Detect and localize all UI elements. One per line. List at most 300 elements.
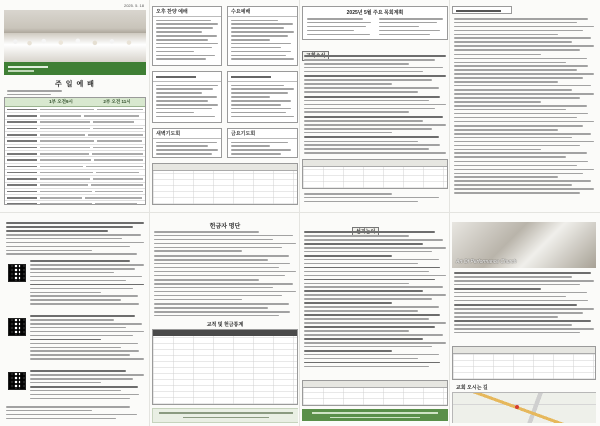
- servants-list: [304, 231, 446, 370]
- text-line: [304, 116, 443, 118]
- box-title: 금요기도회: [228, 129, 297, 139]
- report-text: [454, 18, 594, 196]
- table-cell: [88, 134, 143, 136]
- table-cell: [93, 128, 143, 130]
- text-line: [30, 288, 133, 290]
- table-cell: [7, 191, 37, 193]
- text-line: [454, 117, 577, 119]
- text-line: [379, 22, 437, 24]
- services-panel: [152, 3, 298, 207]
- text-line: [304, 358, 418, 360]
- text-line: [304, 302, 392, 304]
- text-line: [154, 231, 259, 233]
- text-line: [454, 22, 577, 24]
- text-line: [304, 197, 439, 199]
- church-banner: [4, 62, 146, 75]
- text-line: [154, 275, 285, 277]
- notice-title: [6, 222, 144, 234]
- text-line: [307, 34, 370, 36]
- offering-list: [154, 231, 296, 319]
- text-line: [231, 20, 278, 22]
- text-line: [30, 394, 139, 396]
- table-cell: [97, 109, 143, 111]
- text-line: [454, 276, 572, 278]
- schedule-table: [302, 159, 448, 189]
- text-line: [231, 116, 294, 118]
- text-line: [154, 259, 268, 261]
- table-cell: [93, 147, 143, 149]
- text-line: [304, 286, 443, 288]
- header-blank: [5, 98, 33, 106]
- text-line: [304, 310, 418, 312]
- text-line: [231, 153, 281, 155]
- directions-title: 교회 오시는 길: [456, 385, 488, 391]
- cover-panel: [4, 3, 146, 207]
- text-line: [30, 327, 126, 329]
- text-line: [304, 330, 409, 332]
- text-line: [304, 111, 409, 113]
- text-line: [304, 136, 439, 138]
- text-line: [304, 247, 446, 249]
- text-line: [154, 307, 268, 309]
- text-line: [156, 31, 202, 33]
- location-pin-icon: [515, 405, 519, 409]
- banner-text: [8, 70, 34, 72]
- text-line: [6, 234, 141, 236]
- table-cell: [93, 121, 134, 123]
- news-panel: [302, 3, 448, 207]
- text-line: [154, 267, 279, 269]
- text-line: [30, 347, 121, 349]
- text-line: [304, 141, 418, 143]
- box-body: [153, 139, 221, 158]
- offering-panel: [152, 220, 298, 423]
- table-cell: [95, 203, 137, 205]
- text-line: [454, 26, 594, 28]
- text-line: [304, 104, 446, 106]
- text-line: [304, 275, 446, 277]
- text-line: [304, 144, 440, 146]
- text-line: [30, 374, 144, 376]
- text-line: [156, 23, 218, 25]
- art-caption: Art Of Performance Church: [456, 259, 517, 265]
- text-line: [454, 161, 588, 163]
- text-line: [304, 132, 392, 134]
- table-cell: [7, 109, 37, 111]
- text-line: [6, 246, 130, 248]
- text-line: [454, 272, 591, 274]
- text-line: [231, 27, 284, 29]
- text-line: [304, 350, 392, 352]
- text-line: [30, 331, 144, 333]
- text-line: [304, 362, 440, 364]
- text-line: [6, 410, 92, 412]
- text-line: [30, 354, 130, 356]
- text-line: [30, 303, 139, 305]
- servants-panel: [302, 220, 448, 423]
- text-line: [304, 91, 418, 93]
- text-line: [304, 193, 392, 195]
- text-line: [304, 148, 429, 150]
- plan-title: 2025년 5월 주요 목회계획: [346, 10, 404, 16]
- text-line: [454, 184, 572, 186]
- text-line: [231, 55, 286, 57]
- text-line: [379, 34, 430, 36]
- column-header-second: 2부 오전 11시: [103, 99, 131, 104]
- text-line: [304, 334, 443, 336]
- table-cell: [93, 178, 143, 180]
- text-line: [156, 51, 194, 53]
- art-photo: [452, 222, 596, 268]
- text-line: [30, 378, 133, 380]
- text-line: [30, 335, 133, 337]
- text-line: [454, 18, 588, 20]
- text-line: [454, 109, 566, 111]
- table-header: [453, 347, 595, 354]
- text-line: [156, 145, 208, 147]
- notice-item: [30, 370, 144, 402]
- text-line: [304, 83, 392, 85]
- column-header-first: 1부 오전9시: [49, 99, 73, 104]
- plan-column: [379, 18, 443, 37]
- text-line: [154, 311, 290, 313]
- text-line: [304, 79, 432, 81]
- table-cell: [40, 159, 91, 161]
- text-line: [454, 93, 594, 95]
- text-line: [454, 133, 591, 135]
- text-line: [304, 279, 435, 281]
- text-line: [30, 295, 138, 297]
- table-cell: [40, 197, 82, 199]
- report-panel: [452, 3, 596, 207]
- info-list: [454, 272, 594, 336]
- afternoon-service-box: [152, 6, 222, 66]
- text-line: [304, 255, 392, 257]
- table-header: [153, 164, 297, 171]
- text-line: [379, 26, 419, 28]
- text-line: [454, 296, 566, 298]
- text-line: [454, 54, 541, 56]
- text-line: [304, 298, 432, 300]
- text-line: [30, 323, 142, 325]
- text-line: [304, 87, 439, 89]
- qr-code[interactable]: [8, 264, 26, 282]
- banner-text: [8, 66, 48, 68]
- table-cell: [7, 128, 37, 130]
- table-cell: [7, 121, 37, 123]
- text-line: [454, 316, 558, 318]
- text-line: [304, 124, 446, 126]
- wednesday-service-box: [227, 6, 298, 66]
- offering-title: 헌금자 명단: [209, 224, 241, 230]
- friday-prayer-box: [227, 128, 298, 158]
- text-line: [304, 71, 423, 73]
- plan-column: [307, 18, 371, 37]
- table-cell: [92, 153, 143, 155]
- text-line: [454, 30, 583, 32]
- text-line: [154, 287, 273, 289]
- text-line: [30, 284, 144, 286]
- text-line: [154, 303, 289, 305]
- table-cell: [95, 191, 143, 193]
- text-line: [231, 88, 294, 90]
- table-cell: [96, 172, 140, 174]
- text-line: [231, 100, 291, 102]
- text-line: [30, 260, 130, 262]
- text-line: [156, 108, 212, 110]
- info-panel: [452, 220, 596, 423]
- text-line: [454, 165, 577, 167]
- text-line: [304, 96, 440, 98]
- table-cell: [91, 184, 144, 186]
- text-line: [30, 264, 144, 266]
- table-cell: [7, 166, 37, 168]
- table-cell: [40, 128, 90, 130]
- text-line: [30, 299, 121, 301]
- text-line: [6, 238, 122, 240]
- text-line: [156, 104, 218, 106]
- text-line: [454, 300, 588, 302]
- table-cell: [7, 184, 37, 186]
- text-line: [304, 259, 439, 261]
- text-line: [454, 129, 558, 131]
- text-line: [154, 295, 282, 297]
- text-line: [304, 267, 440, 269]
- text-line: [231, 39, 270, 41]
- text-line: [454, 308, 594, 310]
- text-line: [231, 43, 291, 45]
- text-line: [454, 45, 594, 47]
- text-line: [231, 108, 291, 110]
- text-line: [454, 69, 577, 71]
- text-line: [30, 358, 144, 360]
- text-line: [454, 173, 583, 175]
- text-line: [30, 398, 130, 400]
- text-line: [454, 332, 580, 334]
- text-line: [304, 354, 439, 356]
- text-line: [454, 62, 566, 64]
- text-line: [231, 35, 288, 37]
- text-line: [6, 406, 130, 408]
- table-cell: [7, 153, 37, 155]
- text-line: [454, 192, 580, 194]
- box-body: [153, 17, 221, 65]
- text-line: [231, 96, 270, 98]
- text-line: [304, 342, 446, 344]
- table-cell: [40, 121, 90, 123]
- text-line: [454, 145, 580, 147]
- table-cell: [84, 115, 140, 117]
- text-line: [6, 222, 144, 224]
- text-line: [154, 263, 290, 265]
- stats-title: 교적 및 헌금통계: [206, 322, 244, 328]
- text-line: [454, 58, 587, 60]
- text-line: [231, 47, 281, 49]
- text-line: [156, 85, 218, 87]
- text-line: [154, 271, 296, 273]
- table-header: [153, 330, 297, 336]
- table-cell: [40, 166, 84, 168]
- text-line: [304, 128, 432, 130]
- service-box: [227, 71, 298, 123]
- text-line: [30, 272, 114, 274]
- news-list: [304, 55, 446, 156]
- servants-footer: [302, 409, 448, 421]
- qr-code[interactable]: [8, 372, 26, 390]
- text-line: [231, 149, 291, 151]
- box-body: [228, 82, 297, 122]
- box-body: [228, 139, 297, 158]
- text-line: [454, 284, 580, 286]
- fold-line: [149, 0, 150, 426]
- text-line: [6, 242, 144, 244]
- text-line: [454, 328, 594, 330]
- service-roster-table: [152, 163, 298, 205]
- text-line: [454, 176, 558, 178]
- notice-footer: [6, 406, 144, 422]
- text-line: [30, 343, 138, 345]
- text-line: [156, 153, 212, 155]
- text-line: [154, 299, 242, 301]
- table-cell: [40, 191, 93, 193]
- box-title: 수요예배: [228, 7, 297, 17]
- text-line: [454, 304, 577, 306]
- text-line: [307, 30, 354, 32]
- news-footer: [304, 193, 446, 205]
- text-line: [304, 251, 432, 253]
- table-cell: [40, 153, 89, 155]
- text-line: [304, 120, 423, 122]
- text-line: [454, 77, 583, 79]
- text-line: [231, 51, 291, 53]
- text-line: [454, 113, 588, 115]
- text-line: [154, 239, 273, 241]
- text-line: [454, 324, 572, 326]
- text-line: [156, 43, 218, 45]
- box-title: [153, 72, 221, 82]
- text-line: [154, 250, 242, 252]
- text-line: [154, 291, 296, 293]
- text-line: [30, 390, 121, 392]
- fold-line: [299, 0, 300, 426]
- text-line: [454, 292, 587, 294]
- fold-line: [0, 212, 600, 213]
- text-line: [304, 263, 418, 265]
- text-line: [156, 20, 211, 22]
- qr-code[interactable]: [8, 318, 26, 336]
- text-line: [30, 268, 135, 270]
- text-line: [154, 243, 296, 245]
- table-cell: [40, 178, 90, 180]
- table-cell: [40, 134, 85, 136]
- text-line: [454, 152, 587, 154]
- text-line: [156, 88, 213, 90]
- table-cell: [40, 203, 92, 205]
- text-line: [156, 39, 208, 41]
- text-line: [454, 89, 572, 91]
- text-line: [454, 121, 594, 123]
- text-line: [454, 141, 594, 143]
- text-line: [304, 235, 409, 237]
- text-line: [154, 279, 259, 281]
- text-line: [304, 100, 429, 102]
- text-line: [454, 73, 594, 75]
- table-cell: [86, 166, 143, 168]
- text-line: [30, 319, 114, 321]
- service-box: [152, 71, 222, 123]
- text-line: [454, 180, 591, 182]
- text-line: [6, 226, 133, 228]
- table-cell: [7, 134, 37, 136]
- notice-panel: [4, 220, 147, 423]
- table-cell: [7, 172, 37, 174]
- text-line: [304, 338, 423, 340]
- offering-footer: [152, 408, 298, 423]
- text-line: [454, 37, 591, 39]
- text-line: [304, 75, 446, 77]
- table-cell: [94, 159, 143, 161]
- text-line: [304, 152, 446, 154]
- text-line: [304, 231, 435, 233]
- box-body: [153, 82, 221, 122]
- text-line: [156, 116, 215, 118]
- text-line: [454, 156, 566, 158]
- text-line: [304, 314, 440, 316]
- stats-table: [152, 329, 298, 405]
- text-line: [30, 292, 101, 294]
- table-cell: [7, 147, 37, 149]
- text-line: [304, 346, 432, 348]
- text-line: [379, 18, 443, 20]
- text-line: [454, 97, 580, 99]
- text-line: [6, 250, 92, 252]
- table-cell: [40, 109, 94, 111]
- table-body: [5, 107, 145, 205]
- text-line: [30, 370, 126, 372]
- text-line: [454, 280, 594, 282]
- text-line: [30, 382, 101, 384]
- text-line: [454, 41, 572, 43]
- table-cell: [40, 184, 88, 186]
- text-line: [156, 96, 217, 98]
- text-line: [304, 59, 435, 61]
- text-line: [454, 81, 558, 83]
- text-line: [454, 288, 541, 290]
- notice-item: [30, 260, 144, 307]
- directions-map[interactable]: [452, 392, 596, 423]
- text-line: [30, 280, 126, 282]
- text-line: [304, 294, 446, 296]
- fold-line: [449, 0, 450, 426]
- text-line: [454, 101, 541, 103]
- text-line: [454, 125, 583, 127]
- text-line: [231, 58, 294, 60]
- table-header: [303, 160, 447, 167]
- table-cell: [40, 140, 94, 142]
- text-line: [231, 31, 294, 33]
- text-line: [231, 85, 284, 87]
- table-cell: [7, 140, 37, 142]
- text-line: [307, 22, 371, 24]
- text-line: [304, 55, 446, 57]
- reading-table: [302, 380, 448, 406]
- table-cell: [40, 115, 81, 117]
- text-line: [304, 67, 443, 69]
- text-line: [231, 92, 288, 94]
- text-line: [156, 112, 194, 114]
- text-line: [231, 112, 286, 114]
- text-line: [30, 315, 135, 317]
